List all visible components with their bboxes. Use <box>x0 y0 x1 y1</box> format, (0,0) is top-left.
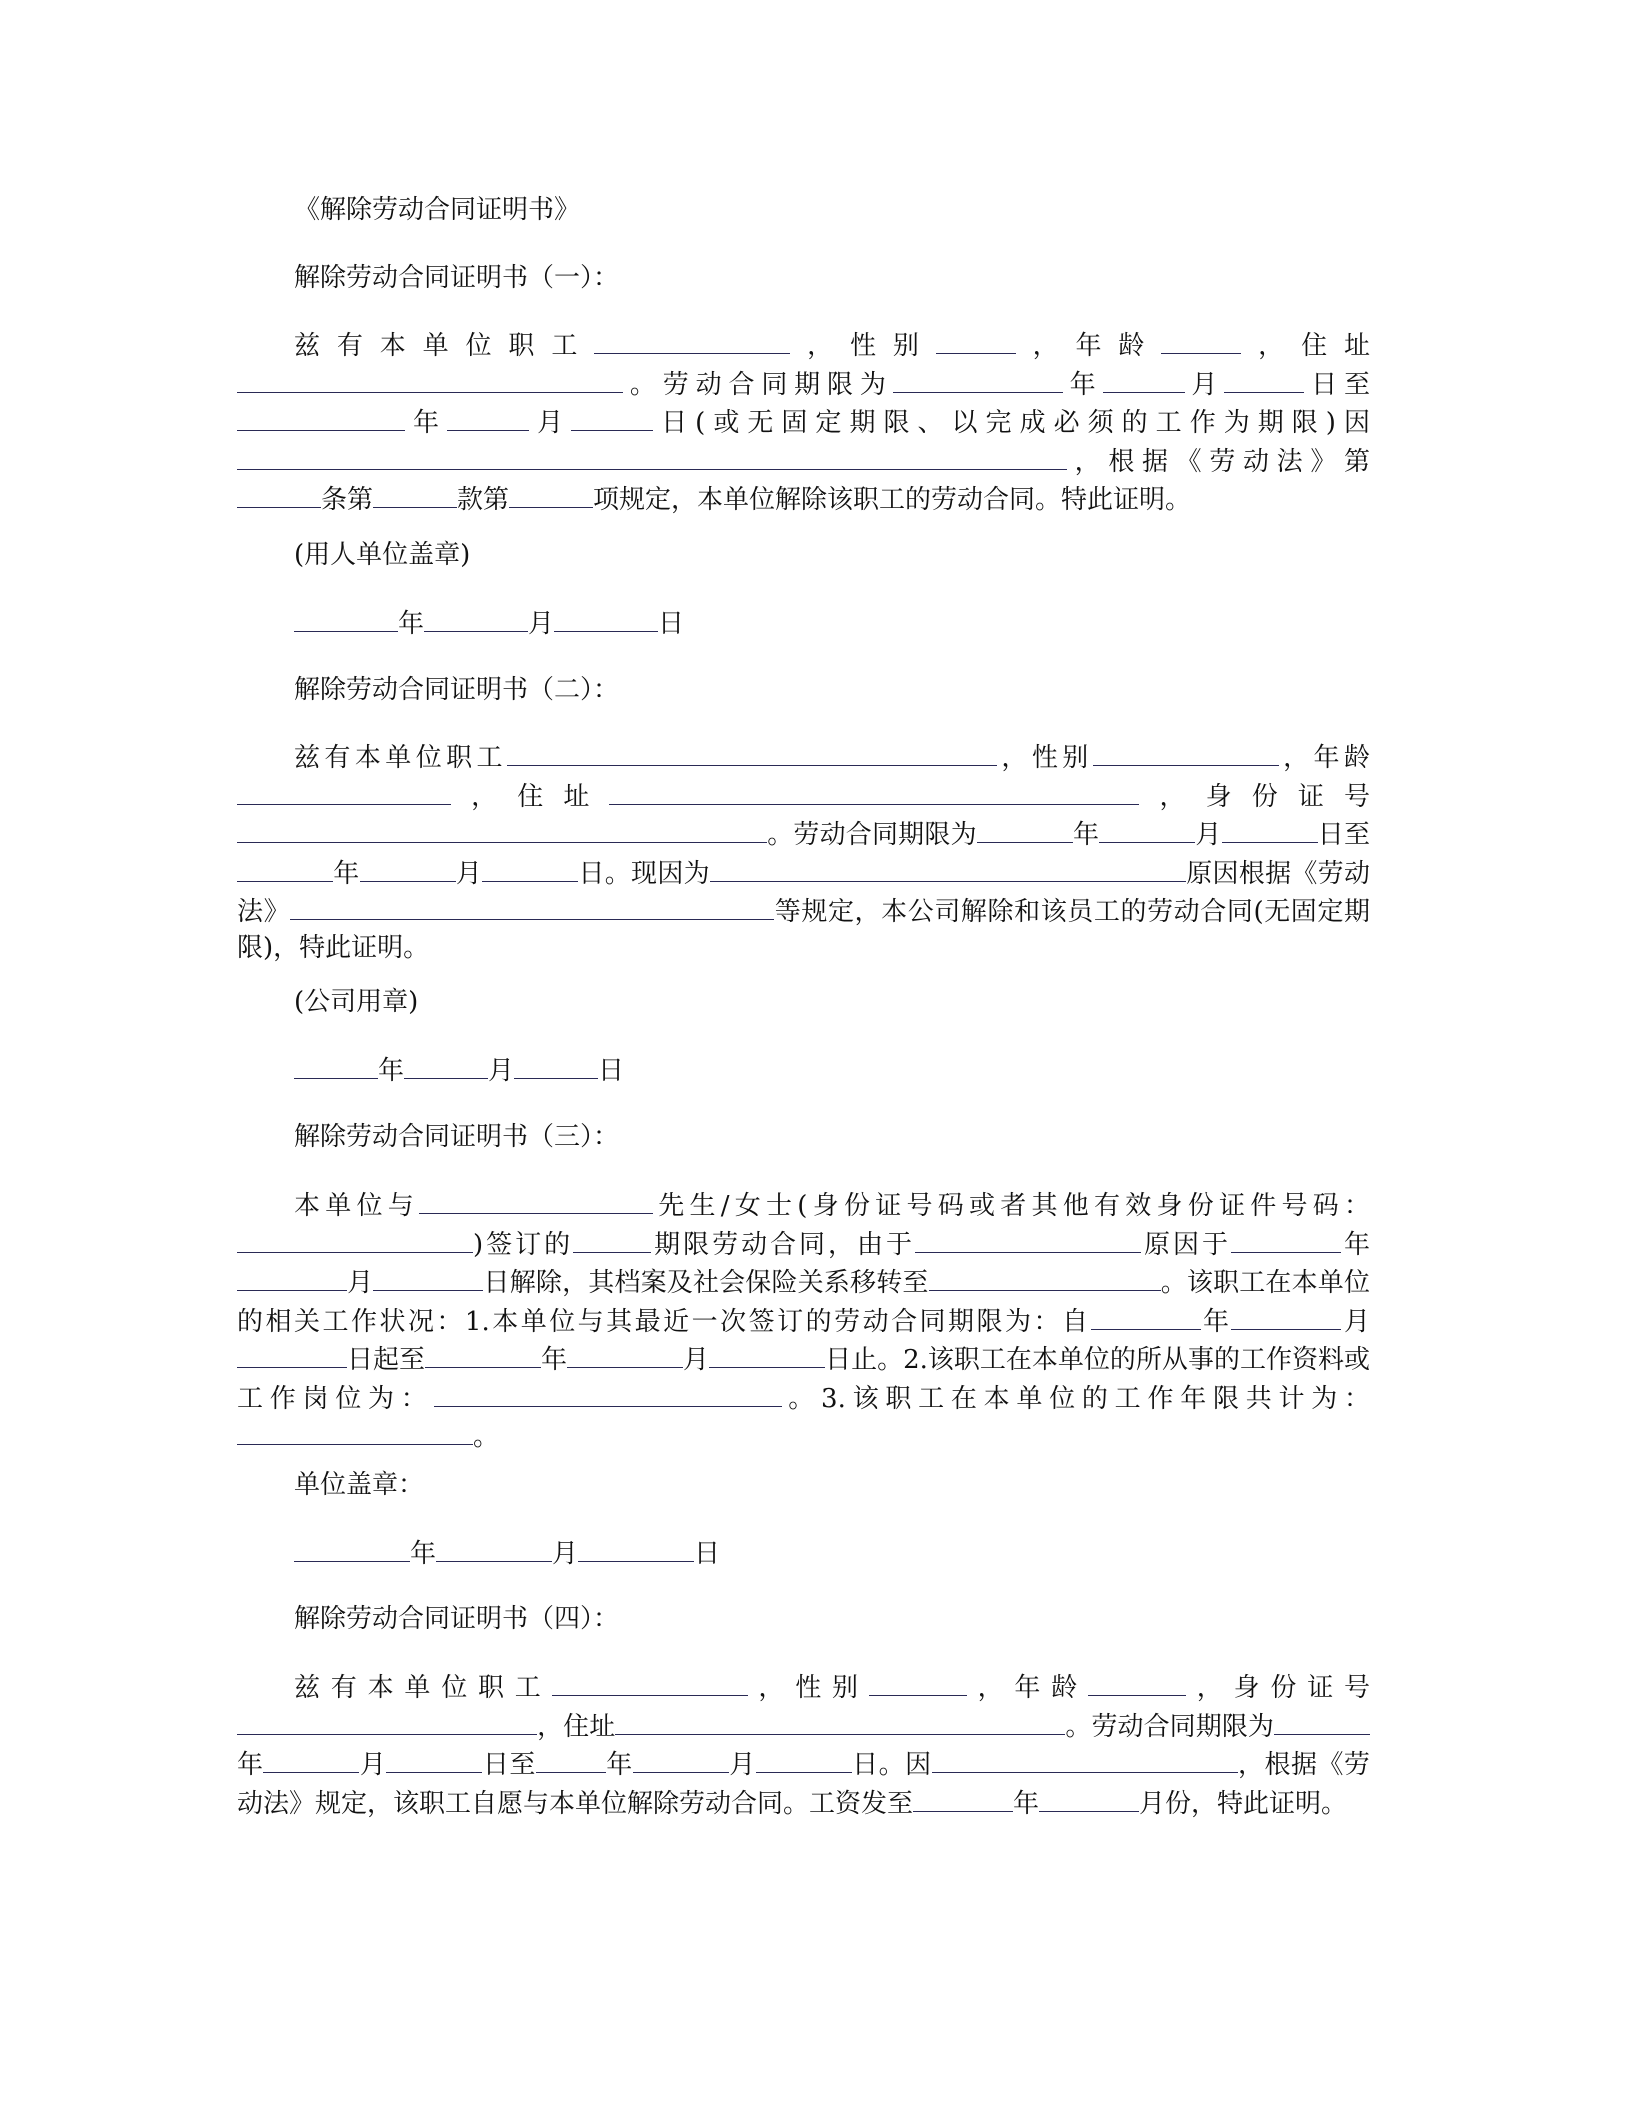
fill-in-blank[interactable] <box>609 777 1139 805</box>
section-body-1 <box>237 326 1370 519</box>
fill-in-blank[interactable] <box>360 854 456 882</box>
text-segment: ，性别 <box>790 331 936 361</box>
text-segment: 《劳动法》 <box>237 858 1370 927</box>
fill-in-blank[interactable] <box>709 1340 825 1368</box>
stamp-note-3: 单位盖章： <box>294 1470 425 1500</box>
text-segment: ，年龄 <box>1278 743 1370 773</box>
text-segment: ，年龄 <box>1015 331 1162 361</box>
fill-in-blank[interactable] <box>1222 815 1318 843</box>
text-segment: 兹有本单位职工 <box>294 1673 552 1703</box>
fill-in-blank[interactable] <box>237 1340 347 1368</box>
text-segment: 款第 <box>457 485 510 515</box>
text-segment: ，性别 <box>996 743 1093 773</box>
text-segment: ，根据 <box>1237 1750 1318 1780</box>
fill-in-blank[interactable] <box>237 480 321 508</box>
fill-in-blank[interactable] <box>756 1745 852 1773</box>
text-segment: 年 <box>1072 820 1100 850</box>
text-segment: 期限劳动合同，由于 <box>651 1229 916 1260</box>
fill-in-blank[interactable] <box>419 1186 653 1214</box>
text-segment: 年 <box>378 1056 405 1086</box>
fill-in-blank[interactable] <box>237 1225 473 1253</box>
text-segment: 日。现因为 <box>578 858 710 889</box>
fill-in-blank[interactable] <box>1091 1302 1201 1330</box>
fill-in-blank[interactable] <box>936 326 1016 354</box>
section-body-4 <box>237 1668 1370 1822</box>
fill-in-blank[interactable] <box>1039 1784 1139 1812</box>
fill-in-blank[interactable] <box>1161 326 1241 354</box>
text-segment: )签订的 <box>473 1229 574 1260</box>
fill-in-blank[interactable] <box>929 1263 1161 1291</box>
fill-in-blank[interactable] <box>633 1745 729 1773</box>
section-body-3 <box>237 1186 1370 1456</box>
fill-in-blank[interactable] <box>507 738 997 766</box>
text-segment: 日 <box>694 1539 721 1569</box>
text-segment: 年 <box>333 858 360 889</box>
text-segment: 等规定，本公司解除和该员工的劳动合同 <box>774 897 1254 927</box>
fill-in-blank[interactable] <box>571 403 653 431</box>
fill-in-blank[interactable] <box>294 604 398 632</box>
text-segment: 月 <box>728 1750 756 1780</box>
text-segment: 年 <box>398 609 425 639</box>
text-segment: 《劳动法》规定，该职工自愿与本单位解除劳动合同。工资发至 <box>237 1750 1370 1819</box>
fill-in-blank[interactable] <box>294 1051 378 1079</box>
fill-in-blank[interactable] <box>573 1225 651 1253</box>
text-segment: 此证明。 <box>1243 1788 1348 1819</box>
text-segment: ，住址 <box>1241 331 1370 361</box>
fill-in-blank[interactable] <box>710 854 1186 882</box>
text-segment: 月 <box>529 408 572 438</box>
fill-in-blank[interactable] <box>1093 738 1279 766</box>
fill-in-blank[interactable] <box>977 815 1073 843</box>
document-title: 《解除劳动合同证明书》 <box>294 195 581 225</box>
text-segment: 日解除，其档案及社会保险关系移转至 <box>483 1268 929 1298</box>
text-segment: 日。因 <box>851 1750 932 1780</box>
text-segment: 日 <box>658 609 685 639</box>
text-segment: 年 <box>1062 369 1103 400</box>
text-segment: 日起至 <box>347 1345 426 1375</box>
fill-in-blank[interactable] <box>237 854 333 882</box>
text-segment: 兹有本单位职工 <box>294 331 595 361</box>
text-segment: 。劳动合同期限为 <box>767 820 977 850</box>
fill-in-blank[interactable] <box>237 442 1067 470</box>
fill-in-blank[interactable] <box>237 1263 347 1291</box>
text-segment: 月 <box>359 1750 387 1780</box>
text-segment: 月 <box>683 1345 710 1375</box>
fill-in-blank[interactable] <box>386 1745 482 1773</box>
fill-in-blank[interactable] <box>869 1668 967 1696</box>
section-heading-1: 解除劳动合同证明书（一）： <box>294 263 620 293</box>
text-segment: 原因根据 <box>1185 858 1292 889</box>
fill-in-blank[interactable] <box>237 1417 473 1445</box>
fill-in-blank[interactable] <box>552 1668 748 1696</box>
text-segment: 年 <box>1013 1788 1040 1819</box>
fill-in-blank[interactable] <box>263 1745 359 1773</box>
text-segment: ，根据《劳动法》第 <box>1067 446 1370 477</box>
fill-in-blank[interactable] <box>237 365 623 393</box>
fill-in-blank[interactable] <box>237 403 405 431</box>
text-segment: 月 <box>528 609 555 639</box>
fill-in-blank[interactable] <box>578 1534 694 1562</box>
text-segment: 月份，特 <box>1139 1788 1244 1819</box>
fill-in-blank[interactable] <box>290 892 774 920</box>
fill-in-blank[interactable] <box>237 1707 537 1735</box>
text-segment: 。该职工在本单位的相关工作状况：1.本单位与其最近一次签订的劳动合同期限为：自 <box>237 1268 1370 1337</box>
text-segment: 日至 <box>482 1750 536 1780</box>
text-segment: 。 <box>473 1422 500 1452</box>
text-segment: 日至 <box>1317 820 1370 850</box>
fill-in-blank[interactable] <box>482 854 578 882</box>
fill-in-blank[interactable] <box>1274 1707 1370 1735</box>
fill-in-blank[interactable] <box>1231 1302 1341 1330</box>
fill-in-blank[interactable] <box>594 326 790 354</box>
fill-in-blank[interactable] <box>237 777 451 805</box>
fill-in-blank[interactable] <box>915 1225 1141 1253</box>
text-segment: 先生/女士(身份证号码或者其他有效身份证件号码： <box>653 1191 1370 1221</box>
fill-in-blank[interactable] <box>1103 365 1185 393</box>
text-segment: 月 <box>1341 1306 1370 1337</box>
text-segment: (无固定期限)，特此证明。 <box>237 897 1370 963</box>
fill-in-blank[interactable] <box>1088 1668 1186 1696</box>
date-line-3 <box>294 1534 720 1572</box>
fill-in-blank[interactable] <box>554 604 658 632</box>
text-segment: ，性别 <box>747 1673 869 1703</box>
section-heading-4: 解除劳动合同证明书（四）： <box>294 1604 620 1634</box>
text-segment: 年 <box>405 408 448 438</box>
fill-in-blank[interactable] <box>447 403 529 431</box>
fill-in-blank[interactable] <box>893 365 1063 393</box>
text-segment: 月 <box>1184 369 1225 400</box>
fill-in-blank[interactable] <box>932 1745 1238 1773</box>
text-segment: 日止。2.该职工在本单位的所从事的工作资料或工作岗位为： <box>237 1345 1370 1414</box>
text-segment: 本单位与 <box>294 1191 420 1221</box>
fill-in-blank[interactable] <box>514 1051 598 1079</box>
fill-in-blank[interactable] <box>1231 1225 1341 1253</box>
section-heading-2: 解除劳动合同证明书（二）： <box>294 675 620 705</box>
text-segment: 月 <box>1195 820 1222 850</box>
text-segment: 月 <box>552 1539 579 1569</box>
fill-in-blank[interactable] <box>436 1534 552 1562</box>
text-segment: 项规定，本单位解除该职工的劳动合同。特此证明。 <box>593 485 1192 515</box>
fill-in-blank[interactable] <box>294 1534 410 1562</box>
text-segment: ，身份证号 <box>1139 781 1370 812</box>
text-segment: 年 <box>410 1539 437 1569</box>
text-segment: 原因于 <box>1141 1229 1231 1260</box>
fill-in-blank[interactable] <box>1224 365 1304 393</box>
fill-in-blank[interactable] <box>615 1707 1065 1735</box>
date-line-2 <box>294 1051 624 1089</box>
fill-in-blank[interactable] <box>373 480 457 508</box>
fill-in-blank[interactable] <box>567 1340 683 1368</box>
text-segment: 兹有本单位职工 <box>294 743 507 773</box>
stamp-note-2: (公司用章) <box>294 987 419 1017</box>
text-segment: 月 <box>347 1268 374 1298</box>
fill-in-blank[interactable] <box>536 1745 606 1773</box>
fill-in-blank[interactable] <box>434 1379 782 1407</box>
text-segment: 年 <box>541 1345 568 1375</box>
text-segment: 。劳动合同期限为 <box>623 369 893 400</box>
text-segment: ，住址 <box>451 781 610 812</box>
text-segment: 条第 <box>321 485 374 515</box>
fill-in-blank[interactable] <box>509 480 593 508</box>
section-heading-3: 解除劳动合同证明书（三）： <box>294 1122 620 1152</box>
fill-in-blank[interactable] <box>237 815 767 843</box>
fill-in-blank[interactable] <box>404 1051 488 1079</box>
text-segment: 日至 <box>1304 369 1370 400</box>
fill-in-blank[interactable] <box>424 604 528 632</box>
date-line-1 <box>294 604 684 642</box>
fill-in-blank[interactable] <box>1099 815 1195 843</box>
text-segment: 年 <box>237 1750 264 1780</box>
fill-in-blank[interactable] <box>373 1263 483 1291</box>
section-body-2 <box>237 738 1370 966</box>
text-segment: 月 <box>488 1056 515 1086</box>
text-segment: 月 <box>455 858 483 889</box>
fill-in-blank[interactable] <box>913 1784 1013 1812</box>
text-segment: 年 <box>1200 1306 1232 1337</box>
text-segment: 日(或无固定期限、以完成必须的工作为期限)因 <box>653 408 1370 438</box>
text-segment: 。劳动合同期限为 <box>1065 1711 1274 1742</box>
text-segment: ，身份证号 <box>1186 1673 1370 1703</box>
fill-in-blank[interactable] <box>425 1340 541 1368</box>
stamp-note-1: (用人单位盖章) <box>294 540 471 570</box>
text-segment: 日 <box>598 1056 625 1086</box>
text-segment: 。3.该职工在本单位的工作年限共计为： <box>781 1383 1370 1414</box>
text-segment: ，年龄 <box>966 1673 1088 1703</box>
text-segment: ，住址 <box>537 1711 616 1742</box>
text-segment: 年 <box>1340 1229 1370 1260</box>
text-segment: 年 <box>605 1750 633 1780</box>
